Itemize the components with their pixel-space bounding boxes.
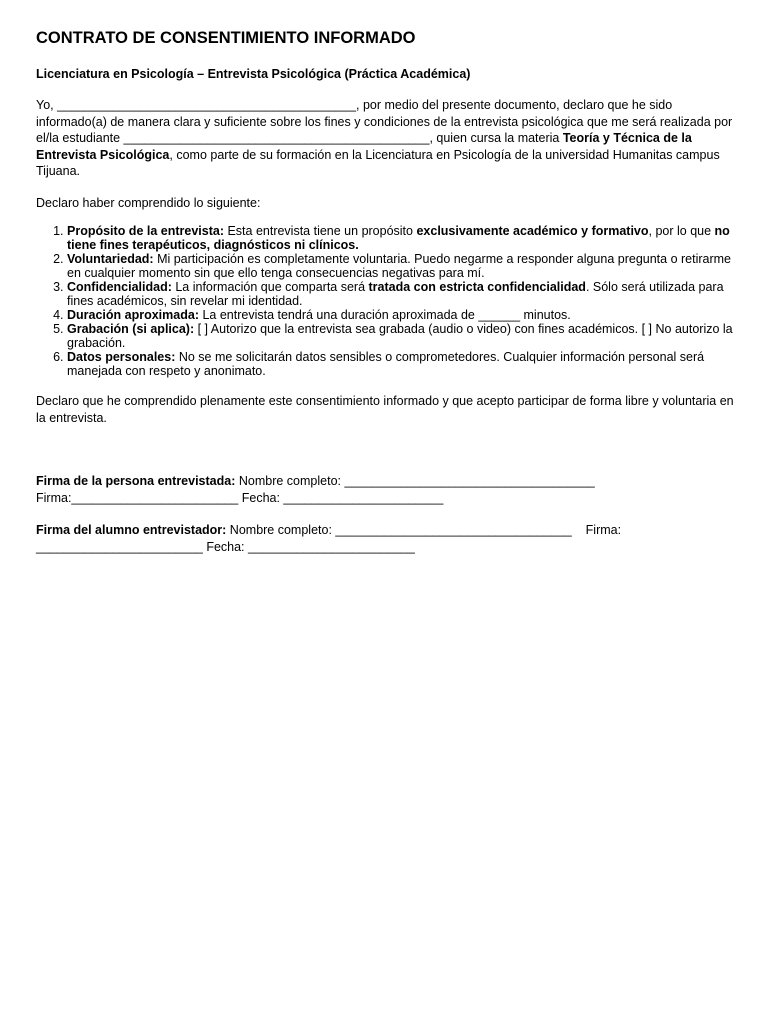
intro-text-1: Yo, ___________________________________________, por medio del presente documento, declaro que he sido informado(a) de manera clara y suficiente sobre los fines y condiciones de la entrevista psicológica que me será realizada por el/la estudiante ____________________________________________, quien cursa la materia — [36, 98, 733, 145]
list-item-grabacion — [67, 322, 736, 350]
list-item-duracion — [67, 308, 736, 322]
signature-fields: Nombre completo: ____________________________________ Firma:________________________ Fecha: _______________________ — [36, 474, 595, 505]
item-text: La entrevista tendrá una duración aproximada de ______ minutos. — [198, 308, 571, 322]
document-subtitle: Licenciatura en Psicología – Entrevista Psicológica (Práctica Académica) — [36, 67, 471, 81]
consent-items-list — [36, 224, 736, 378]
document-page — [36, 28, 736, 555]
signature-interviewee — [36, 473, 736, 506]
item-label: Duración aproximada: — [67, 308, 199, 322]
declaro-intro: Declaro haber comprendido lo siguiente: — [36, 195, 261, 210]
item-text: Esta entrevista tiene un propósito — [223, 224, 417, 238]
item-text: , por lo que — [648, 224, 715, 238]
intro-paragraph — [36, 97, 736, 180]
item-label: Confidencialidad: — [67, 280, 172, 294]
intro-text-2: , como parte de su formación en la Licenciatura en Psicología de la universidad Humanitas campus Tijuana. — [36, 147, 720, 178]
item-text: . Sólo será utilizada para fines académicos, sin revelar mi identidad. — [67, 280, 724, 308]
item-label: Datos personales: — [67, 350, 176, 364]
item-text: La información que comparta será — [171, 280, 369, 294]
item-emphasis: tratada con estricta confidencialidad — [368, 280, 586, 294]
list-item-proposito — [67, 224, 736, 252]
subject-name: Teoría y Técnica de la Entrevista Psicológica — [36, 131, 692, 162]
item-emphasis: no tiene fines terapéuticos, diagnósticos ni clínicos. — [67, 224, 730, 252]
item-label: Grabación (si aplica): — [67, 322, 195, 336]
signature-interviewer — [36, 522, 736, 555]
list-item-voluntariedad — [67, 252, 736, 280]
list-item-datos-personales — [67, 350, 736, 378]
final-statement: Declaro que he comprendido plenamente este consentimiento informado y que acepto participar de forma libre y voluntaria en la entrevista. — [36, 394, 734, 425]
item-emphasis: exclusivamente académico y formativo — [416, 224, 649, 238]
item-text: Mi participación es completamente voluntaria. Puedo negarme a responder alguna pregunta o retirarme en cualquier momento sin que ello tenga consecuencias negativas para mí. — [67, 252, 732, 280]
signature-label: Firma de la persona entrevistada: — [36, 474, 236, 488]
item-label: Propósito de la entrevista: — [67, 224, 224, 238]
list-item-confidencialidad — [67, 280, 736, 308]
item-text: [ ] Autorizo que la entrevista sea grabada (audio o video) con fines académicos. [ ] No autorizo la grabación. — [67, 322, 733, 350]
signature-label: Firma del alumno entrevistador: — [36, 523, 227, 537]
signature-fields: Nombre completo: __________________________________ Firma: ________________________ Fecha: ________________________ — [36, 523, 625, 554]
document-title: CONTRATO DE CONSENTIMIENTO INFORMADO — [36, 29, 416, 47]
item-text: No se me solicitarán datos sensibles o comprometedores. Cualquier información personal será manejada con respeto y anonimato. — [67, 350, 705, 378]
item-label: Voluntariedad: — [67, 252, 154, 266]
